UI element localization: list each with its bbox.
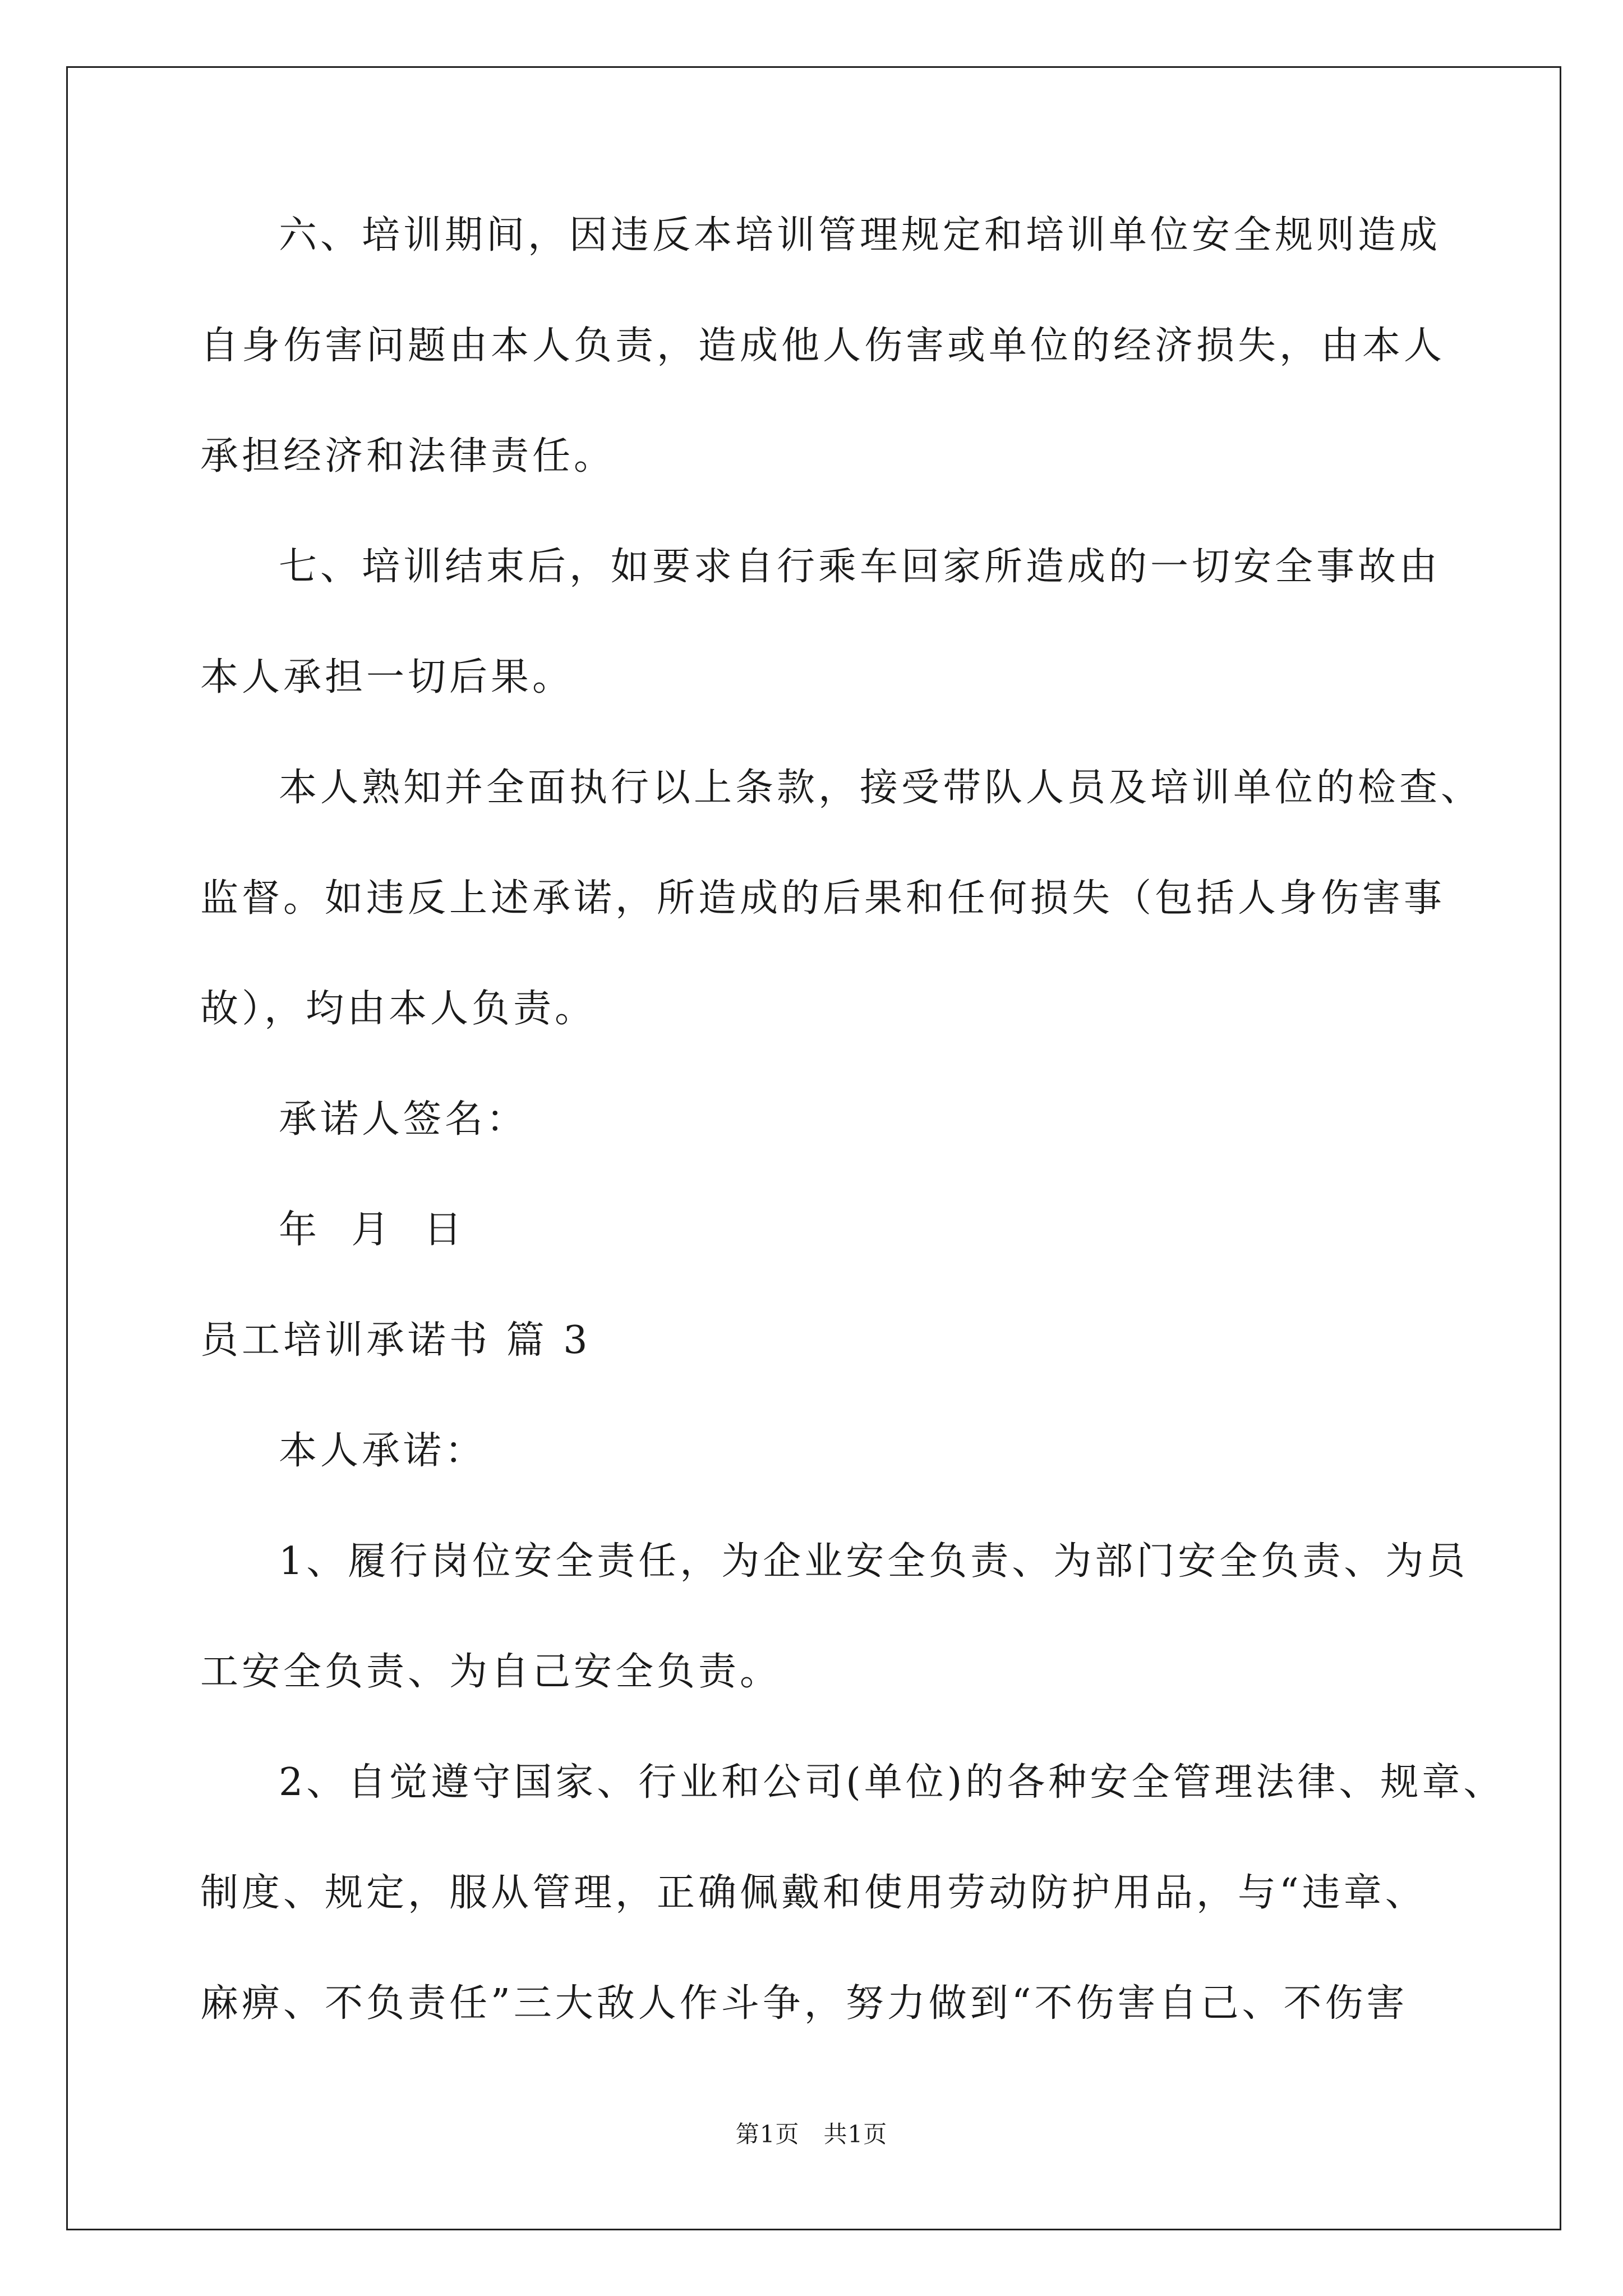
paragraph-7-line-1: 七、培训结束后，如要求自行乘车回家所造成的一切安全事故由: [279, 545, 1441, 589]
item-2-line-3: 麻痹、不负责任”三大敌人作斗争，努力做到“不伤害自己、不伤害: [200, 1981, 1408, 2026]
paragraph-6-line-1: 六、培训期间，因违反本培训管理规定和培训单位安全规则造成: [279, 213, 1441, 257]
acknowledgement-line-1: 本人熟知并全面执行以上条款，接受带队人员及培训单位的检查、: [279, 766, 1483, 810]
page-number-footer: 第1页 共1页: [735, 2120, 888, 2148]
item-2-line-1: 2、自觉遵守国家、行业和公司(单位)的各种安全管理法律、规章、: [279, 1760, 1505, 1805]
paragraph-7-line-2: 本人承担一切后果。: [200, 655, 574, 700]
item-1-line-2: 工安全负责、为自己安全负责。: [200, 1650, 782, 1694]
item-2-line-2: 制度、规定，服从管理，正确佩戴和使用劳动防护用品，与“违章、: [200, 1871, 1427, 1915]
paragraph-6-line-3: 承担经济和法律责任。: [200, 434, 616, 478]
signature-label: 承诺人签名：: [279, 1097, 528, 1142]
commitment-intro: 本人承诺：: [279, 1429, 487, 1473]
section-heading: 员工培训承诺书 篇 3: [200, 1318, 591, 1363]
paragraph-6-line-2: 自身伤害问题由本人负责，造成他人伤害或单位的经济损失，由本人: [200, 324, 1446, 368]
acknowledgement-line-2: 监督。如违反上述承诺，所造成的后果和任何损失（包括人身伤害事: [200, 876, 1446, 921]
acknowledgement-line-3: 故），均由本人负责。: [200, 987, 597, 1031]
date-line: 年 月 日: [279, 1208, 465, 1252]
item-1-line-1: 1、履行岗位安全责任，为企业安全负责、为部门安全负责、为员: [279, 1539, 1469, 1584]
